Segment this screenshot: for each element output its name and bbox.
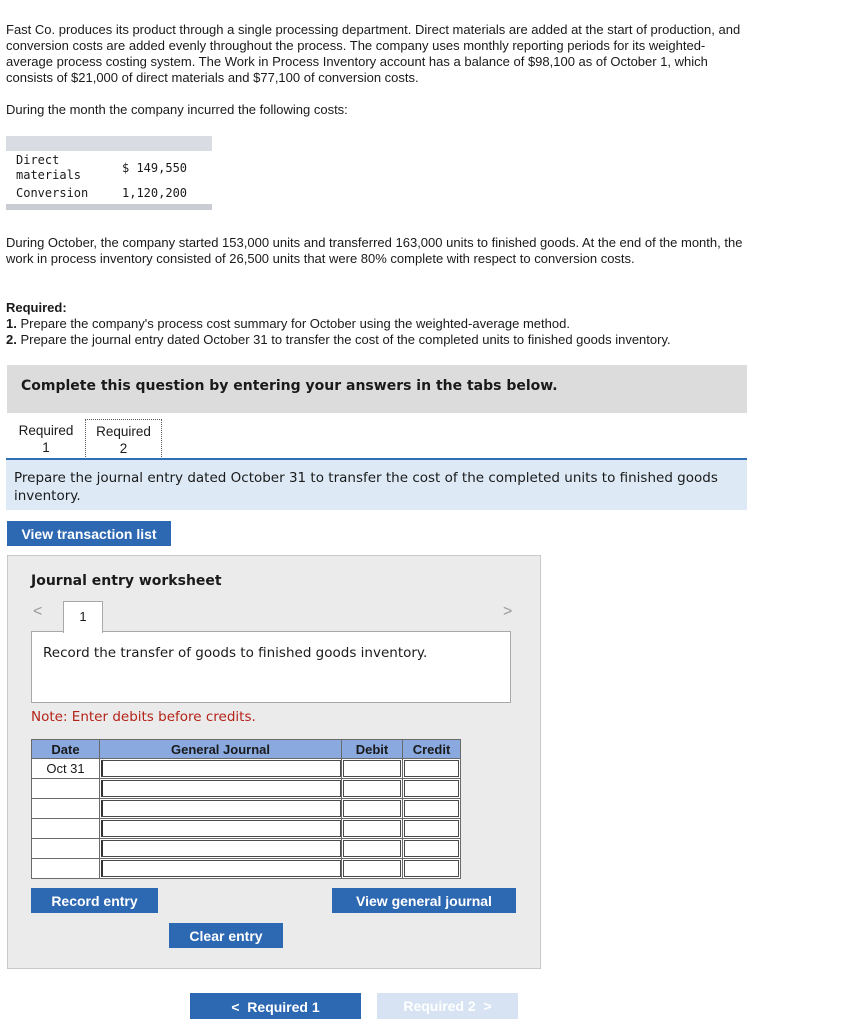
worksheet-title: Journal entry worksheet <box>31 573 222 589</box>
credit-input[interactable] <box>404 800 459 817</box>
credit-input[interactable] <box>404 780 459 797</box>
prev-required-1-button[interactable] <box>190 993 361 1019</box>
tab-panel <box>6 460 747 510</box>
debit-input[interactable] <box>343 780 401 797</box>
tab-required-2[interactable] <box>85 419 162 459</box>
next-required-label: Required 2 <box>403 998 476 1014</box>
credit-input[interactable] <box>404 840 459 857</box>
general-journal-input[interactable] <box>101 840 341 857</box>
cost-table-header-band <box>6 136 212 151</box>
required-item-number: 2. <box>6 332 17 347</box>
credit-input[interactable] <box>404 760 459 777</box>
credit-input[interactable] <box>404 820 459 837</box>
october-activity: During October, the company started 153,000 units and transferred 163,000 units to finished goods. At the end of the month, the work in process inventory consisted of 26,500 units that were 80% complete with respect to conversion costs. <box>6 235 743 266</box>
journal-row <box>32 819 461 839</box>
costs-intro: During the month the company incurred the following costs: <box>6 102 348 117</box>
required-item-text: Prepare the journal entry dated October 31 to transfer the cost of the completed units to finished goods inventory. <box>16 332 671 347</box>
prev-required-label: Required 1 <box>247 999 320 1015</box>
worksheet-page-tab[interactable]: 1 <box>63 601 103 633</box>
transaction-description-box <box>31 631 511 703</box>
debits-note: Note: Enter debits before credits. <box>31 709 256 725</box>
instruction-banner <box>7 365 747 413</box>
general-journal-input[interactable] <box>101 780 341 797</box>
debit-input[interactable] <box>343 860 401 877</box>
required-section <box>6 300 746 348</box>
journal-date <box>32 839 100 859</box>
tab-label-line2: 2 <box>119 441 128 456</box>
cost-amount: $ 149,550 <box>122 161 188 175</box>
cost-table <box>6 136 212 210</box>
tab-required-1[interactable] <box>8 419 84 460</box>
journal-table <box>31 739 461 879</box>
journal-date <box>32 819 100 839</box>
cost-label: Direct materials <box>16 153 82 182</box>
journal-date <box>32 859 100 879</box>
required-title: Required: <box>6 300 67 315</box>
problem-intro: Fast Co. produces its product through a single processing department. Direct materials are added at the start of production, and conversion costs are added evenly throughout the process. The company uses monthly reporting periods for its weighted-average process costing system. The Work in Process Inventory account has a balance of $98,100 as of October 1, which consists of $21,000 of direct materials and $77,100 of conversion costs. <box>6 22 741 85</box>
general-journal-input[interactable] <box>101 760 341 777</box>
chevron-right-icon: > <box>483 998 492 1014</box>
clear-entry-button[interactable]: Clear entry <box>169 923 283 948</box>
debit-input[interactable] <box>343 820 401 837</box>
journal-date <box>32 799 100 819</box>
required-item <box>6 316 746 332</box>
credit-header: Credit <box>403 740 461 759</box>
general-journal-input[interactable] <box>101 820 341 837</box>
chevron-left-icon: < <box>231 999 240 1015</box>
journal-entry-worksheet <box>7 555 541 969</box>
debit-input[interactable] <box>343 760 401 777</box>
credit-input[interactable] <box>404 860 459 877</box>
cost-amount: 1,120,200 <box>122 186 188 200</box>
record-entry-button[interactable]: Record entry <box>31 888 158 913</box>
view-transaction-list-button[interactable]: View transaction list <box>7 521 171 546</box>
debit-header: Debit <box>342 740 403 759</box>
debit-input[interactable] <box>343 840 401 857</box>
tab-label-line1: Required <box>96 424 151 439</box>
required-item-text: Prepare the company's process cost summary for October using the weighted-average method. <box>16 316 570 331</box>
tab-label-line1: Required <box>18 423 74 438</box>
cost-label: Conversion <box>16 185 89 200</box>
transaction-description: Record the transfer of goods to finished goods inventory. <box>43 645 428 661</box>
general-journal-input[interactable] <box>101 800 341 817</box>
tab-panel-instruction: Prepare the journal entry dated October 31 to transfer the cost of the completed units to finished goods inventory. <box>14 470 718 504</box>
chevron-left-icon[interactable]: < <box>33 603 43 620</box>
instruction-banner-text: Complete this question by entering your answers in the tabs below. <box>21 378 558 394</box>
view-general-journal-button[interactable]: View general journal <box>332 888 516 913</box>
required-item <box>6 332 746 348</box>
chevron-right-icon[interactable]: > <box>503 603 513 620</box>
cost-row <box>6 185 195 201</box>
journal-date: Oct 31 <box>32 759 100 779</box>
journal-header-row <box>32 740 461 759</box>
debit-input[interactable] <box>343 800 401 817</box>
journal-row <box>32 759 461 779</box>
journal-row <box>32 839 461 859</box>
cost-table-footer-band <box>6 204 212 210</box>
date-header: Date <box>32 740 100 759</box>
journal-row <box>32 799 461 819</box>
journal-row <box>32 779 461 799</box>
general-journal-input[interactable] <box>101 860 341 877</box>
tab-label-line2: 1 <box>42 440 50 455</box>
journal-date <box>32 779 100 799</box>
general-journal-header: General Journal <box>100 740 342 759</box>
next-required-2-button[interactable] <box>377 993 518 1019</box>
cost-row <box>6 151 195 185</box>
required-item-number: 1. <box>6 316 17 331</box>
journal-row <box>32 859 461 879</box>
